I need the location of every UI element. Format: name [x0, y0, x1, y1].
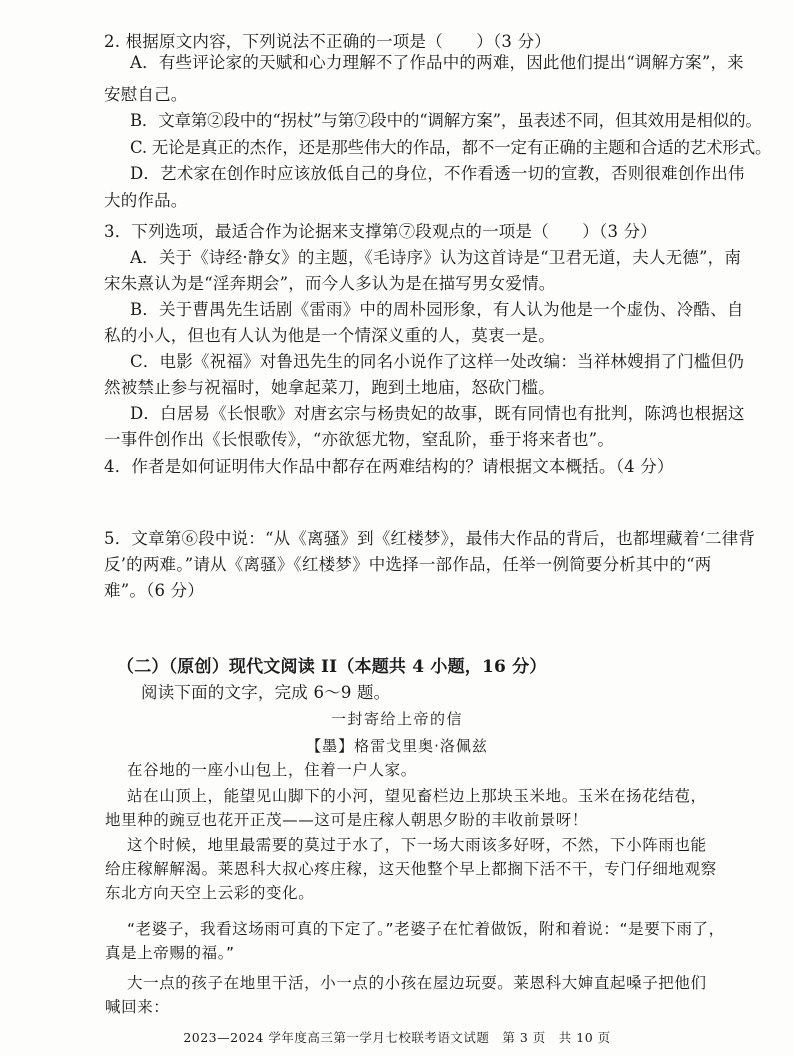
page-footer: 2023—2024 学年度高三第一学月七校联考语文试题 第 3 页 共 10 页 [183, 1030, 611, 1045]
question-3-option-d: D．白居易《长恨歌》对唐玄宗与杨贵妃的故事，既有同情也有批判，陈鸿也根据这 [130, 404, 745, 423]
question-2-option-b: B．文章第②段中的“拐杖”与第⑦段中的“调解方案”，虽表述不同，但其效用是相似的。 [130, 111, 762, 130]
story-author: 【墨】格雷戈里奥·洛佩兹 [306, 737, 488, 755]
story-paragraph-5-cont: 喊回来： [105, 998, 170, 1016]
question-3-option-b-cont: 私的小人，但也有人认为他是一个情深义重的人，莫衷一是。 [104, 326, 555, 345]
question-3-option-d-cont: 一事件创作出《长恨歌传》，“亦欲惩尤物，窒乱阶，垂于将来者也”。 [104, 430, 615, 449]
story-paragraph-4: “老婆子，我看这场雨可真的下定了。”老婆子在忙着做饭，附和着说：“是要下雨了， [127, 920, 725, 938]
story-paragraph-2-cont: 地里种的豌豆也花开正茂——这可是庄稼人朝思夕盼的丰收前景呀！ [105, 811, 589, 829]
story-paragraph-5: 大一点的孩子在地里干活，小一点的小孩在屋边玩耍。莱恩科大婶直起嗓子把他们 [127, 974, 707, 992]
story-paragraph-2: 站在山顶上，能望见山脚下的小河，望见畜栏边上那块玉米地。玉米在扬花结苞， [127, 787, 707, 805]
section-heading: （二）（原创）现代文阅读 II（本题共 4 小题，16 分） [117, 657, 547, 677]
story-title: 一封寄给上帝的信 [330, 710, 463, 728]
question-2-option-a: A．有些评论家的天赋和心力理解不了作品中的两难，因此他们提出“调解方案”，来 [130, 53, 744, 72]
question-2-option-a-cont: 安慰自己。 [104, 85, 188, 104]
story-paragraph-4-cont: 真是上帝赐的福。” [105, 944, 235, 962]
question-2-option-d-cont: 大的作品。 [104, 191, 188, 210]
question-3-option-b: B．关于曹禺先生话剧《雷雨》中的周朴园形象，有人认为他是一个虚伪、冷酷、自 [130, 300, 744, 319]
question-4-stem: 4．作者是如何证明伟大作品中都存在两难结构的？请根据文本概括。（4 分） [104, 457, 674, 476]
question-5-line-3: 难”。（6 分） [104, 581, 205, 600]
question-3-option-a-cont: 宋朱熹认为是“淫奔期会”，而今人多认为是在描写男女爱情。 [104, 274, 556, 293]
question-3-option-c: C．电影《祝福》对鲁迅先生的同名小说作了这样一处改编：当祥林嫂捐了门槛但仍 [130, 352, 745, 371]
question-2-option-d: D．艺术家在创作时应该放低自己的身位，不作看透一切的宣教，否则很难创作出伟 [130, 164, 745, 183]
question-3-stem: 3．下列选项，最适合作为论据来支撑第⑦段观点的一项是（ ）（3 分） [104, 222, 657, 241]
question-5-line-1: 5．文章第⑥段中说：“从《离骚》到《红楼梦》，最伟大作品的背后，也都埋藏着‘二律背 [104, 529, 756, 548]
story-paragraph-3: 这个时候，地里最需要的莫过于水了，下一场大雨该多好呀，不然，下小阵雨也能 [127, 836, 707, 854]
question-3-option-c-cont: 然被禁止参与祝福时，她拿起菜刀，跑到土地庙，怒砍门槛。 [104, 378, 555, 397]
story-paragraph-3-cont-2: 东北方向天空上云彩的变化。 [105, 884, 315, 902]
question-2-stem: 2. 根据原文内容，下列说法不正确的一项是（ ）（3 分） [104, 32, 551, 51]
reading-instruction: 阅读下面的文字，完成 6～9 题。 [141, 683, 391, 702]
story-paragraph-3-cont-1: 给庄稼解解渴。莱恩科大叔心疼庄稼，这天他整个早上都搁下活不干，专门仔细地观察 [105, 860, 717, 878]
question-2-option-c: C. 无论是真正的杰作，还是那些伟大的作品，都不一定有正确的主题和合适的艺术形式。 [130, 138, 772, 157]
story-paragraph-1: 在谷地的一座小山包上，住着一户人家。 [127, 761, 417, 779]
question-5-line-2: 反’的两难。”请从《离骚》《红楼梦》中选择一部作品，任举一例简要分析其中的“两 [104, 555, 712, 574]
question-3-option-a: A．关于《诗经·静女》的主题，《毛诗序》认为这首诗是“卫君无道，夫人无德”，南 [130, 248, 742, 267]
